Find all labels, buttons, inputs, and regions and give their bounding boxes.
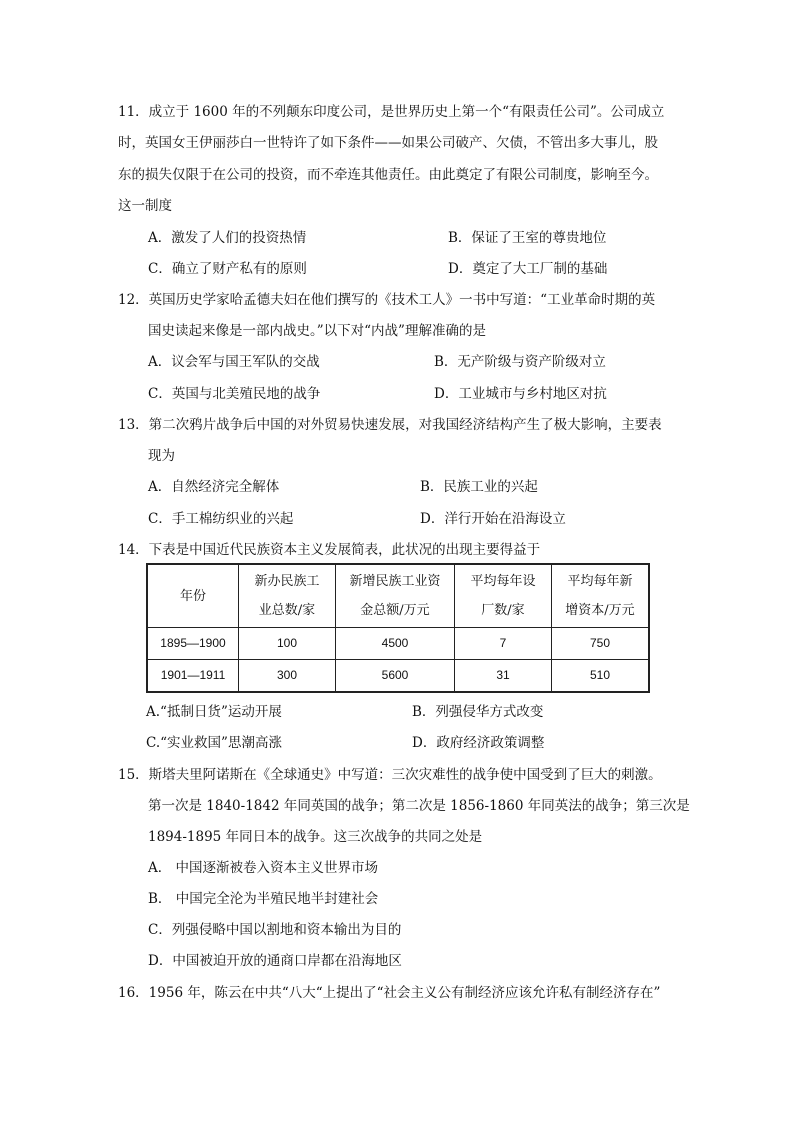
q16-stem-line-1: 16．1956 年，陈云在中共“八大“上提出了“社会主义公有制经济应该允许私有制经济存在” (118, 985, 661, 1001)
q11-stem-line-4: 这一制度 (118, 198, 172, 214)
table-row (147, 660, 649, 693)
q14-option-b: B．列强侵华方式改变 (412, 704, 544, 720)
table-cell: 5600 (336, 660, 455, 693)
table-cell: 750 (552, 628, 650, 660)
q11-stem-line-1: 11．成立于 1600 年的不列颠东印度公司，是世界历史上第一个“有限责任公司”。公司成立 (118, 104, 665, 120)
table-cell: 31 (455, 660, 552, 693)
header-avg-factories: 平均每年设 厂数/家 (455, 564, 552, 628)
q11-option-a: A．激发了人们的投资热情 (148, 230, 307, 246)
table-cell: 300 (239, 660, 336, 693)
table-cell: 1895—1900 (147, 628, 239, 660)
q12-option-c: C．英国与北美殖民地的战争 (148, 386, 321, 402)
header-year: 年份 (147, 564, 239, 628)
table-header-row (147, 564, 649, 628)
table-cell: 4500 (336, 628, 455, 660)
q15-option-b: B． 中国完全沦为半殖民地半封建社会 (148, 891, 379, 907)
q13-stem-line-2: 现为 (148, 448, 175, 464)
q11-stem-line-2: 时，英国女王伊丽莎白一世特许了如下条件——如果公司破产、欠债，不管出多大事儿，股 (118, 135, 658, 151)
development-table (146, 563, 650, 693)
q13-option-c: C．手工棉纺织业的兴起 (148, 511, 294, 527)
q14-option-d: D．政府经济政策调整 (412, 735, 545, 751)
q15-option-a: A． 中国逐渐被卷入资本主义世界市场 (148, 860, 379, 876)
table-cell: 510 (552, 660, 650, 693)
q13-option-b: B．民族工业的兴起 (420, 479, 538, 495)
q12-option-a: A．议会军与国王军队的交战 (148, 354, 320, 370)
q13-option-d: D．洋行开始在沿海设立 (420, 511, 566, 527)
header-avg-capital: 平均每年新 增资本/万元 (552, 564, 650, 628)
q14-option-c: C.“实业救国”思潮高涨 (146, 735, 282, 751)
q14-option-a: A.“抵制日货”运动开展 (146, 704, 282, 720)
q11-stem-line-3: 东的损失仅限于在公司的投资，而不牵连其他责任。由此奠定了有限公司制度，影响至今。 (118, 167, 658, 183)
table-cell: 100 (239, 628, 336, 660)
q15-stem-line-1: 15．斯塔夫里阿诺斯在《全球通史》中写道：三次灾难性的战争使中国受到了巨大的刺激。 (118, 767, 662, 783)
header-new-capital: 新增民族工业资 金总额/万元 (336, 564, 455, 628)
q15-option-d: D．中国被迫开放的通商口岸都在沿海地区 (148, 953, 402, 969)
q14-stem: 14．下表是中国近代民族资本主义发展简表，此状况的出现主要得益于 (118, 542, 541, 558)
q15-option-c: C．列强侵略中国以割地和资本输出为目的 (148, 922, 402, 938)
q12-option-b: B．无产阶级与资产阶级对立 (434, 354, 606, 370)
q12-stem-line-1: 12．英国历史学家哈孟德夫妇在他们撰写的《技术工人》一书中写道：“工业革命时期的英 (118, 292, 656, 308)
q11-option-c: C．确立了财产私有的原则 (148, 261, 307, 277)
header-new-factories: 新办民族工 业总数/家 (239, 564, 336, 628)
q13-option-a: A．自然经济完全解体 (148, 479, 280, 495)
q12-option-d: D．工业城市与乡村地区对抗 (434, 386, 607, 402)
q15-stem-line-3: 1894-1895 年同日本的战争。这三次战争的共同之处是 (148, 829, 483, 845)
q11-option-b: B．保证了王室的尊贵地位 (448, 230, 607, 246)
q15-stem-line-2: 第一次是 1840-1842 年同英国的战争；第二次是 1856-1860 年同英法的战争；第三次是 (148, 798, 690, 814)
q12-stem-line-2: 国史读起来像是一部内战史。”以下对“内战”理解准确的是 (148, 323, 486, 339)
table-cell: 1901—1911 (147, 660, 239, 693)
table-cell: 7 (455, 628, 552, 660)
q11-option-d: D．奠定了大工厂制的基础 (448, 261, 608, 277)
table-row (147, 628, 649, 660)
q13-stem-line-1: 13．第二次鸦片战争后中国的对外贸易快速发展，对我国经济结构产生了极大影响，主要表 (118, 417, 662, 433)
